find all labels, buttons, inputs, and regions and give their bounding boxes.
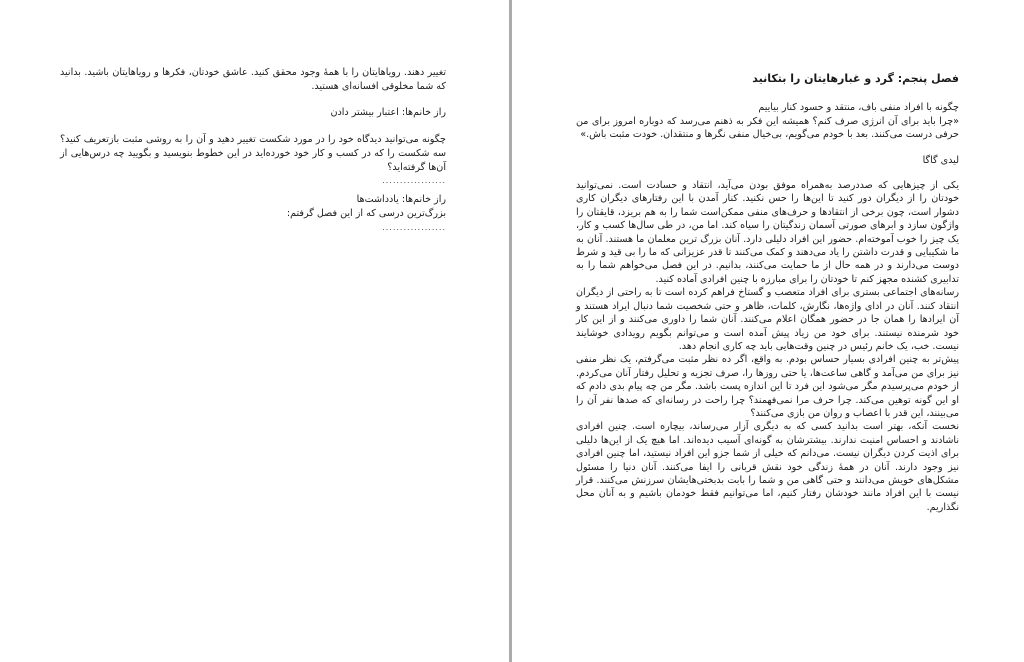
section-heading: راز خانم‌ها: اعتبار بیشتر دادن [330,107,446,119]
paragraph: بزرگ‌ترین درسی که از این فصل گرفتم: [286,208,446,220]
paragraph: یکی از چیزهایی که صددرصد به‌همراه موفق بودن می‌آید، انتقاد و حسادت است. نمی‌توانید خودتان را از دیگران دور کنید تا این‌ها را حس نکنید. کنار آمدن با این رفتارهای دیگران کاری دشوار است، چون برخی از انتقادها و حرف‌های منفی ممکن‌است شما را به هم بریزد، قایقتان را واژگون سازد و ابرهای صورتی آسمان زندگیتان را سیاه کند. اما من، در طی سال‌ها کسب و کار، یک چیز را خوب آموخته‌ام. حضور این افراد دلیلی دارد. آنان بزرگ ترین معلمان ما هستند. آنان به ما شکیبایی و قدرت داشتن را یاد می‌دهند و کمک می‌کنند تا قدر عزیزانی که ما را بی قید و شرط دوست می‌دارند و در همه حال از ما حمایت می‌کنند، بدانیم. در این فصل می‌خواهم شما را به تدابیری کشنده مجهز کنم تا خودتان را برای مبارزه با چنین افرادی آماده کنید. [576,180,959,285]
quote: «چرا باید برای آن انرژی صرف کنم؟ همیشه این فکر به ذهنم می‌رسد که دوباره امروز برای من حرفی درست می‌کنند. بعد با خودم می‌گویم، بی‌خیال منفی نگرها و منتقدان. خودت مثبت باش.» [576,115,959,141]
section-heading: راز خانم‌ها: یادداشت‌ها [356,194,446,206]
blank-line-placeholder: .................. [382,222,446,232]
paragraph: تغییر دهند. رویاهایتان را با همهٔ وجود محقق کنید. عاشق خودتان، فکرها و رویاهایتان باشید. بدانید که شما مخلوقی افسانه‌ای هستید. [60,67,446,93]
document-page-right [512,0,1024,662]
blank-line-placeholder: .................. [382,176,446,186]
page-right-content [576,72,959,514]
document-page-left [0,0,509,662]
intro-line: چگونه با افراد منفی باف، منتقد و حسود کنار بیاییم [758,102,959,114]
paragraph: رسانه‌های اجتماعی بستری برای افراد متعصب و گستاخ فراهم کرده است تا به راحتی از دیگران انتقاد کنند. آنان در ادای واژه‌ها، نگارش، کلمات، ظاهر و حتی شخصیت شما دنبال ایراد هستند و آن ایرادها را همان جا در حضور همگان اعلام می‌کنند. آنان شما را داوری می‌کنند و از این کار خود شرمنده نیستند. برای خود من زیاد پیش آمده است و می‌توانم بگویم رویدادی خوشایند نیست. خب، یک خانم رئیس در چنین وقت‌هایی باید چه کاری انجام دهد. [576,287,959,352]
chapter-title: فصل پنجم: گرد و غبارهایتان را بتکانید [752,72,959,85]
paragraph: پیش‌تر به چنین افرادی بسیار حساس بودم. به واقع، اگر ده نظر مثبت می‌گرفتم، یک نظر منفی نیز برای من می‌آمد و گاهی ساعت‌ها، یا حتی روزها را، صرف تجزیه و تحلیل رفتار آنان می‌کردم. از خودم می‌پرسیدم مگر می‌شود این فرد تا این اندازه پست باشد. مگر من چه پیام بدی دادم که او این گونه توهین می‌کند. چرا حرف مرا نمی‌فهمند؟ چرا راحت در رسانه‌ای که صدها نفر آن را می‌بینند، این قدر با اعصاب و روان من بازی می‌کنند؟ [576,354,959,419]
quote-attribution: لیدی گاگا [922,154,959,166]
paragraph: چگونه می‌توانید دیدگاه خود را در مورد شکست تغییر دهید و آن را به روشی مثبت بازتعریف کنید؟ سه شکست را که در کسب و کار خود خورده‌اید در این خطوط بنویسید و بگویید چه درس‌هایی از آن‌ها گرفته‌اید؟ [60,133,446,174]
paragraph: نخست آنکه، بهتر است بدانید کسی که به دیگری آزار می‌رساند، بیچاره است. چنین افرادی ناشادند و احساس امنیت ندارند. بیشترشان به گونه‌ای آسیب دیده‌اند. اما هیچ یک از این‌ها دلیلی برای اذیت کردن دیگران نیست. می‌دانم که خیلی از شما جزو این افراد نیستید، اما چنین افرادی نیز وجود دارند. آنان در همهٔ زندگی خود نقش قربانی را ایفا می‌کنند. آنان دنیا را مسئول مشکل‌های خویش می‌دانند و حتی گاهی من و شما را بابت بدبختی‌هایشان سرزنش می‌کنند. قرار نیست با این افراد مانند خودشان رفتار کنیم، اما می‌توانیم فقط خودمان باشیم و به آنان محل نگذاریم. [576,421,959,513]
page-left-content [60,66,446,234]
